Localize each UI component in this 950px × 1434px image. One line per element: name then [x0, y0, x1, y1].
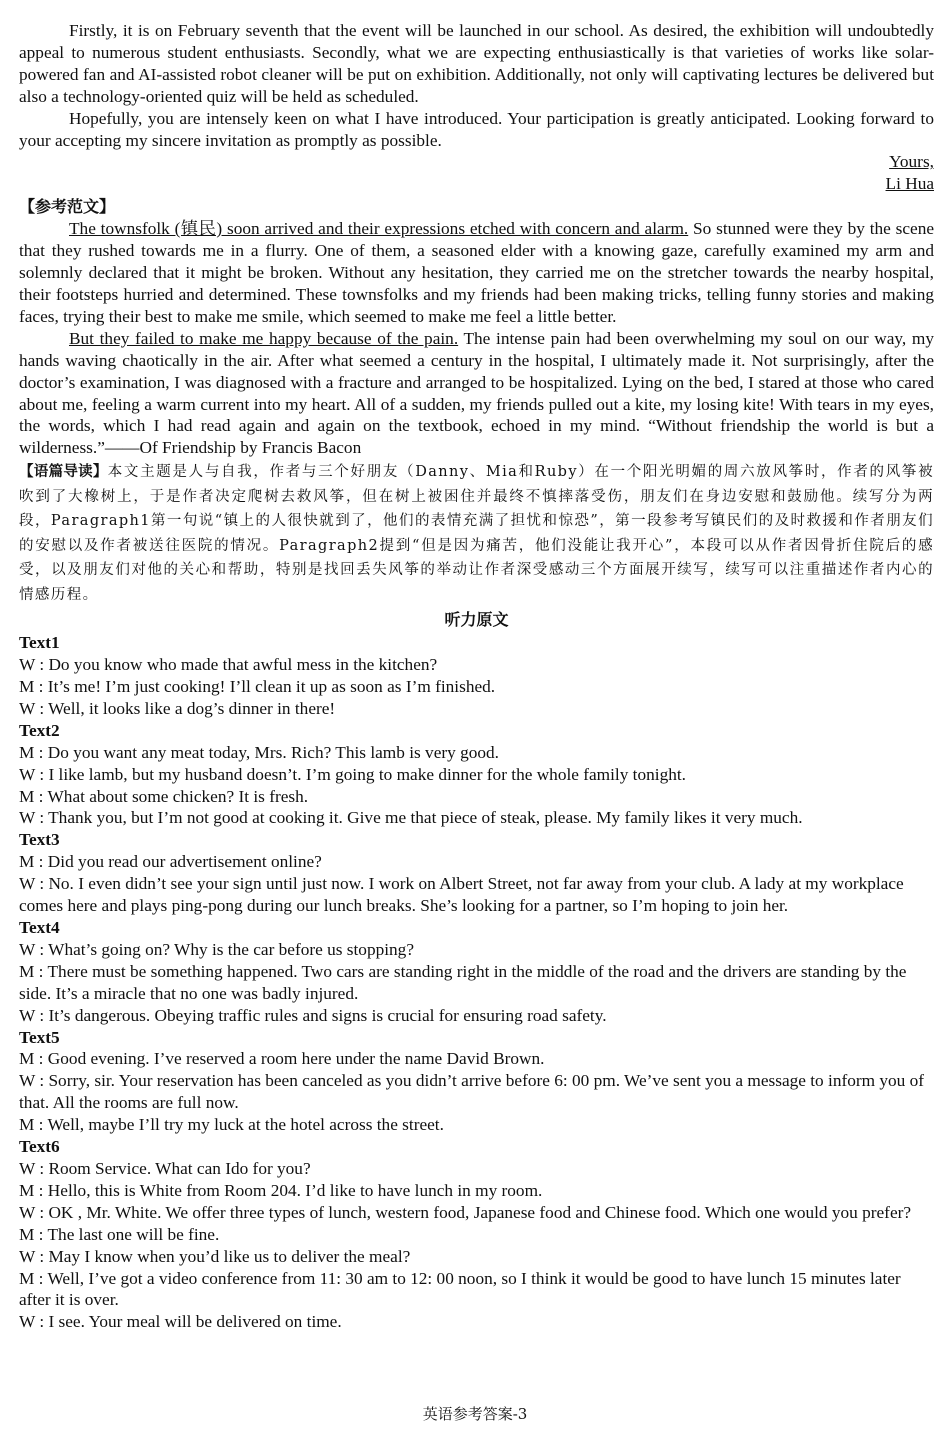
sample-paragraph-1: [19, 218, 934, 328]
sample-paragraph-2: [19, 328, 934, 459]
letter-signature: Li Hua: [885, 174, 934, 194]
listening-text-block: [19, 632, 934, 720]
dialogue-line: M : The last one will be fine.: [19, 1224, 220, 1244]
sample-paragraph-1-lead: The townsfolk (镇民) soon arrived and their expressions etched with concern and alarm.: [69, 219, 689, 239]
dialogue-line: W : Room Service. What can Ido for you?: [19, 1158, 311, 1178]
listening-text-block: [19, 1027, 934, 1137]
listening-text-block: [19, 829, 934, 917]
listening-text-block: [19, 720, 934, 830]
listening-text-label: Text5: [19, 1027, 60, 1047]
dialogue-line: W : No. I even didn’t see your sign until just now. I work on Albert Street, not far away from your club. A lady at my workplace comes here and plays ping-pong during our lunch breaks. She’s looking for a partner, so I’m hoping to join her.: [19, 874, 904, 916]
listening-text-label: Text6: [19, 1137, 60, 1157]
letter-paragraph-2: Hopefully, you are intensely keen on what I have introduced. Your participation is greatly anticipated. Looking forward to your accepting my sincere invitation as promptly as possible.: [19, 108, 934, 150]
letter-paragraph-1: Firstly, it is on February seventh that the event will be launched in our school. As desired, the exhibition will undoubtedly appeal to numerous student enthusiasts. Secondly, what we are expecting enthusiastically is that varieties of works like solar-powered fan and AI-assisted robot cleaner will be put on exhibition. Additionally, not only will captivating lectures be delivered but also a technology-oriented quiz will be held as scheduled.: [19, 21, 934, 106]
listening-text-block: [19, 917, 934, 1027]
listening-text-label: Text4: [19, 918, 60, 937]
listening-text-label: Text1: [19, 633, 60, 653]
answer-page: [19, 20, 934, 1333]
letter-closing: Yours,: [889, 152, 934, 172]
page-footer: 英语参考答案-3: [422, 1405, 528, 1423]
dialogue-line: W : What’s going on? Why is the car before us stopping?: [19, 939, 414, 959]
letter-section: [19, 20, 934, 195]
dialogue-line: M : Well, maybe I’ll try my luck at the hotel across the street.: [19, 1115, 444, 1135]
reading-guide: [19, 460, 934, 607]
dialogue-line: W : I see. Your meal will be delivered on time.: [19, 1312, 342, 1332]
dialogue-line: W : It’s dangerous. Obeying traffic rules and signs is crucial for ensuring road safety.: [19, 1005, 607, 1025]
listening-text-label: Text2: [19, 720, 60, 740]
dialogue-line: M : Do you want any meat today, Mrs. Rich? This lamb is very good.: [19, 742, 499, 762]
listening-scripts: [19, 632, 934, 1333]
sample-heading: 【参考范文】: [19, 197, 116, 217]
dialogue-line: W : Sorry, sir. Your reservation has been canceled as you didn’t arrive before 6: 00 pm. We’ve sent you a message to inform you of that. All the rooms are full now.: [19, 1071, 925, 1113]
dialogue-line: W : Thank you, but I’m not good at cooking it. Give me that piece of steak, please. My family likes it very much.: [19, 808, 803, 828]
dialogue-line: M : Hello, this is White from Room 204. I’d like to have lunch in my room.: [19, 1180, 543, 1200]
reading-guide-text: 本文主题是人与自我，作者与三个好朋友（Danny、Mia和Ruby）在一个阳光明媚的周六放风筝时，作者的风筝被吹到了大橡树上，于是作者决定爬树去救风筝，但在树上被困住并最终不慎摔落受伤，朋友们在身边安慰和鼓励他。续写分为两段，Paragraph1第一句说“镇上的人很快就到了，他们的表情充满了担忧和惊恐”，第一段参考写镇民们的及时救援和作者朋友们的安慰以及作者被送往医院的情况。Paragraph2提到“但是因为痛苦，他们没能让我开心”，本段可以从作者因骨折住院后的感受，以及朋友们对他的关心和帮助，特别是找回丢失风筝的举动让作者深受感动三个方面展开续写，续写可以注重描述作者内心的情感历程。: [19, 464, 935, 603]
sample-paragraph-2-body: The intense pain had been overwhelming my soul on our way, my hands waving chaotically in the air. After what seemed a century in the hospital, I ultimately made it. Not surprisingly, after the doctor’s examination, I was diagnosed with a fracture and arranged to be hospitalized. Lying on the bed, I stared at those who cared about me, feeling a warm current into my heart. All of a sudden, my friends pulled out a kite, my losing kite! With tears in my eyes, the words, which I had read again and again on the textbook, echoed in my mind. “Without friendship the world is but a wilderness.”——Of Friendship by Francis Bacon: [19, 328, 934, 458]
dialogue-line: W : Do you know who made that awful mess in the kitchen?: [19, 655, 438, 675]
dialogue-line: W : I like lamb, but my husband doesn’t. I’m going to make dinner for the whole family tonight.: [19, 764, 686, 784]
dialogue-line: M : Did you read our advertisement online?: [19, 852, 322, 872]
sample-paragraph-1-body: So stunned were they by the scene that they rushed towards me in a flurry. One of them, a seasoned elder with a knowing gaze, carefully examined my arm and solemnly declared that it might be broken. Without any hesitation, they carried me on the stretcher towards the nearby hospital, their footsteps hurried and determined. These townsfolks and my friends had been making tricks, telling funny stories and making faces, trying their best to make me smile, which seemed to make me feel a little better.: [19, 219, 935, 326]
dialogue-line: W : OK , Mr. White. We offer three types of lunch, western food, Japanese food and Chinese food. Which one would you prefer?: [19, 1202, 912, 1222]
dialogue-line: M : Good evening. I’ve reserved a room here under the name David Brown.: [19, 1049, 545, 1069]
dialogue-line: M : There must be something happened. Two cars are standing right in the middle of the road and the drivers are standing by the side. It’s a miracle that no one was badly injured.: [19, 961, 907, 1003]
sample-paragraph-2-lead: But they failed to make me happy because of the pain.: [69, 328, 459, 348]
dialogue-line: M : Well, I’ve got a video conference from 11: 30 am to 12: 00 noon, so I think it would be good to have lunch 15 minutes later after it is over.: [19, 1268, 901, 1310]
listening-title: 听力原文: [444, 610, 509, 630]
dialogue-line: M : What about some chicken? It is fresh.: [19, 786, 309, 806]
dialogue-line: W : May I know when you’d like us to deliver the meal?: [19, 1246, 411, 1266]
reading-guide-label: 【语篇导读】: [19, 464, 108, 481]
listening-text-block: [19, 1136, 934, 1333]
dialogue-line: W : Well, it looks like a dog’s dinner in there!: [19, 698, 336, 718]
dialogue-line: M : It’s me! I’m just cooking! I’ll clean it up as soon as I’m finished.: [19, 677, 496, 697]
listening-text-label: Text3: [19, 830, 60, 850]
sample-essay: [19, 218, 934, 459]
